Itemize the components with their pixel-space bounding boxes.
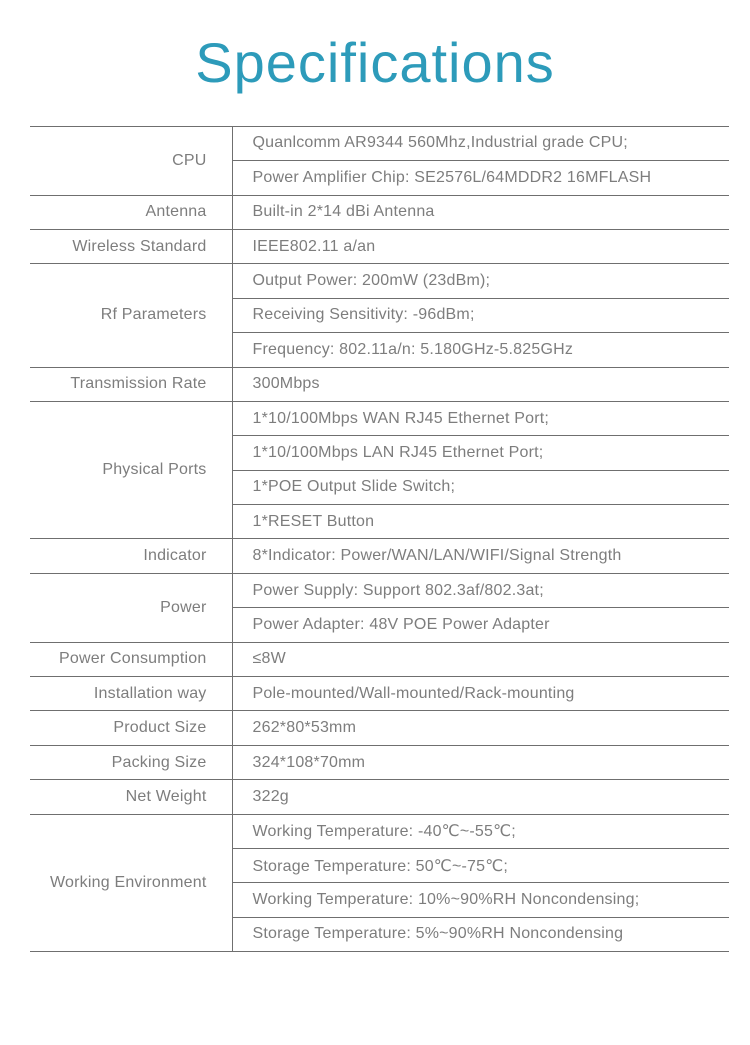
spec-label: Power Consumption: [30, 642, 232, 676]
table-row: [30, 264, 729, 298]
spec-label: Physical Ports: [30, 401, 232, 539]
table-row: [30, 745, 729, 779]
spec-value: Frequency: 802.11a/n: 5.180GHz-5.825GHz: [232, 333, 729, 367]
spec-value: 322g: [232, 780, 729, 814]
spec-value: Receiving Sensitivity: -96dBm;: [232, 298, 729, 332]
table-row: [30, 780, 729, 814]
spec-value: ≤8W: [232, 642, 729, 676]
table-row: [30, 367, 729, 401]
spec-value: 262*80*53mm: [232, 711, 729, 745]
spec-label: Wireless Standard: [30, 229, 232, 263]
spec-value: Working Temperature: -40℃~-55℃;: [232, 814, 729, 848]
spec-value: Power Adapter: 48V POE Power Adapter: [232, 608, 729, 642]
spec-value: 1*10/100Mbps LAN RJ45 Ethernet Port;: [232, 436, 729, 470]
page-title: Specifications: [195, 31, 555, 94]
spec-value: 1*10/100Mbps WAN RJ45 Ethernet Port;: [232, 401, 729, 435]
table-row: [30, 677, 729, 711]
spec-value: Power Supply: Support 802.3af/802.3at;: [232, 573, 729, 607]
table-row: [30, 401, 729, 435]
table-row: [30, 814, 729, 848]
spec-value: 324*108*70mm: [232, 745, 729, 779]
spec-value: Storage Temperature: 50℃~-75℃;: [232, 849, 729, 883]
spec-table-body: [30, 126, 729, 951]
spec-value: Quanlcomm AR9344 560Mhz,Industrial grade CPU;: [232, 126, 729, 160]
spec-label: CPU: [30, 126, 232, 195]
spec-value: Storage Temperature: 5%~90%RH Noncondensing: [232, 917, 729, 951]
specifications-table: [30, 126, 729, 952]
spec-label: Antenna: [30, 195, 232, 229]
spec-value: Power Amplifier Chip: SE2576L/64MDDR2 16MFLASH: [232, 161, 729, 195]
spec-value: 8*Indicator: Power/WAN/LAN/WIFI/Signal Strength: [232, 539, 729, 573]
table-row: [30, 539, 729, 573]
spec-label: Working Environment: [30, 814, 232, 952]
table-row: [30, 229, 729, 263]
table-row: [30, 573, 729, 607]
spec-label: Net Weight: [30, 780, 232, 814]
spec-value: Pole-mounted/Wall-mounted/Rack-mounting: [232, 677, 729, 711]
spec-value: 1*POE Output Slide Switch;: [232, 470, 729, 504]
spec-value: Built-in 2*14 dBi Antenna: [232, 195, 729, 229]
spec-label: Power: [30, 573, 232, 642]
spec-label: Product Size: [30, 711, 232, 745]
spec-label: Installation way: [30, 677, 232, 711]
spec-label: Transmission Rate: [30, 367, 232, 401]
spec-value: 1*RESET Button: [232, 505, 729, 539]
spec-value: Working Temperature: 10%~90%RH Noncondensing;: [232, 883, 729, 917]
table-row: [30, 126, 729, 160]
table-row: [30, 711, 729, 745]
spec-label: Rf Parameters: [30, 264, 232, 367]
table-row: [30, 642, 729, 676]
spec-value: Output Power: 200mW (23dBm);: [232, 264, 729, 298]
spec-value: IEEE802.11 a/an: [232, 229, 729, 263]
spec-label: Indicator: [30, 539, 232, 573]
table-row: [30, 195, 729, 229]
spec-label: Packing Size: [30, 745, 232, 779]
spec-value: 300Mbps: [232, 367, 729, 401]
